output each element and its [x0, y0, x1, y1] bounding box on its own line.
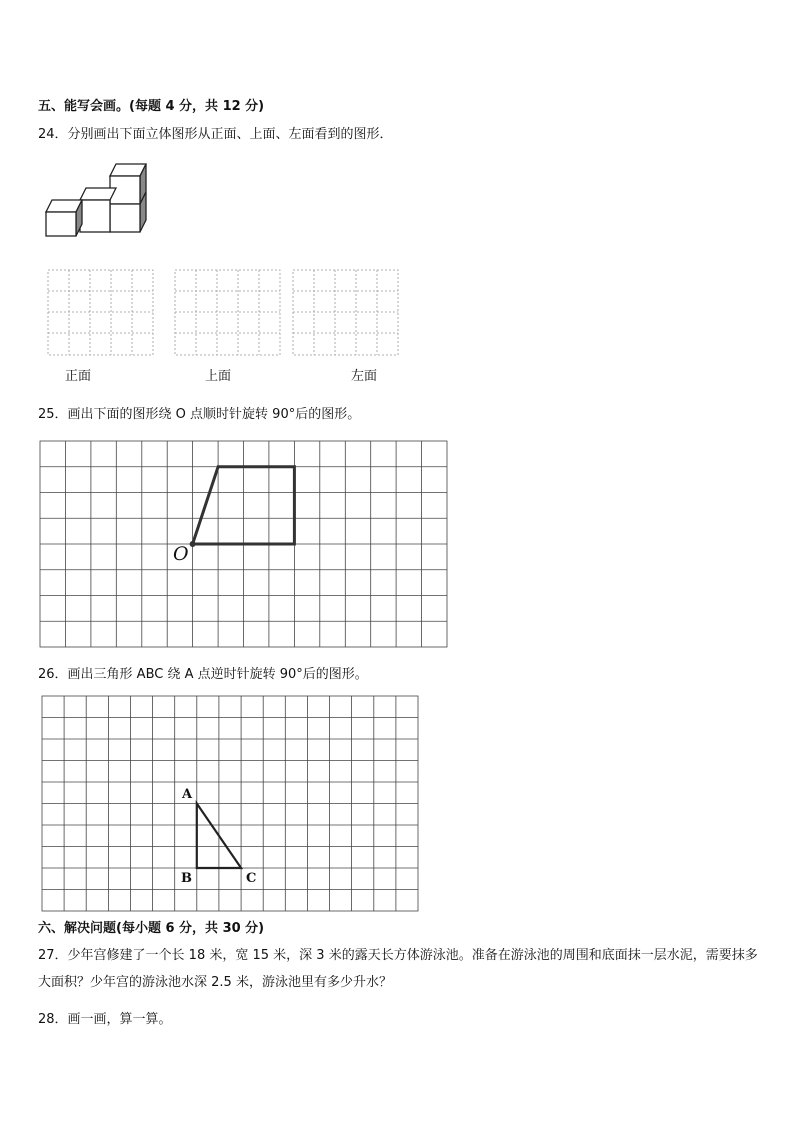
- vertex-a-label: A: [182, 787, 193, 802]
- point-o-marker: [190, 541, 196, 547]
- question-24-text: 24．分别画出下面立体图形从正面、上面、左面看到的图形．: [38, 127, 393, 142]
- cube-front-face: [110, 204, 140, 232]
- top-view-label: 上面: [205, 369, 232, 384]
- front-view-grid[interactable]: [48, 270, 154, 356]
- cube-front-face: [80, 200, 110, 232]
- vertex-b-label: B: [181, 871, 192, 886]
- point-o-label: O: [173, 543, 189, 565]
- cube-front-face: [46, 212, 76, 236]
- left-view-grid[interactable]: [293, 270, 399, 356]
- vertex-c-label: C: [246, 871, 257, 886]
- question-25-text: 25．画出下面的图形绕 O 点顺时针旋转 90°后的图形。: [38, 407, 361, 422]
- cube-top-face: [80, 188, 116, 200]
- front-view-label: 正面: [65, 369, 92, 384]
- question-28-text: 28．画一画，算一算。: [38, 1012, 172, 1027]
- cube-stack-figure: [40, 160, 150, 242]
- rotation-grid-26[interactable]: [42, 696, 419, 912]
- top-view-grid[interactable]: [175, 270, 281, 356]
- section-six-heading: 六、解决问题(每小题 6 分，共 30 分): [38, 921, 265, 936]
- question-27-text: 27．少年宫修建了一个长 18 米，宽 15 米，深 3 米的露天长方体游泳池。准备在游泳池的周围和底面抹一层水泥，需要抹多大面积？少年宫的游泳池水深 2.5 米，游泳池里有多少升水？: [38, 948, 758, 990]
- question-26-text: 26．画出三角形 ABC 绕 A 点逆时针旋转 90°后的图形。: [38, 667, 368, 682]
- section-five-heading: 五、能写会画。(每题 4 分，共 12 分): [38, 99, 265, 114]
- left-view-label: 左面: [351, 369, 378, 384]
- rotation-grid-25[interactable]: [40, 441, 448, 648]
